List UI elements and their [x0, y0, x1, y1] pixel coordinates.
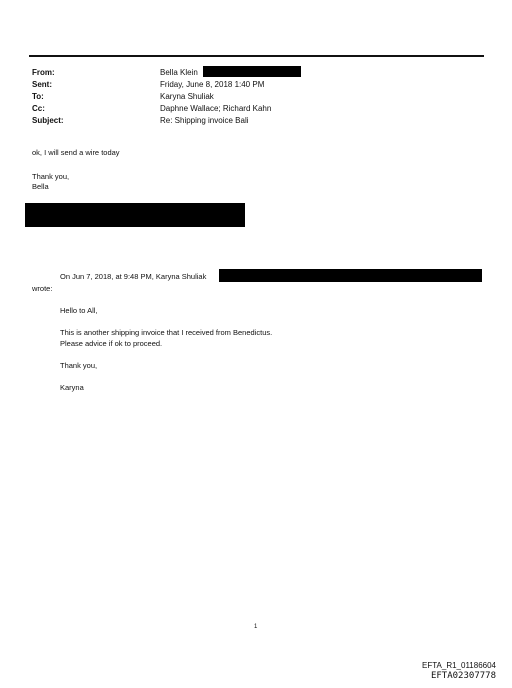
quoted-signature: Karyna	[60, 383, 84, 392]
sent-value: Friday, June 8, 2018 1:40 PM	[160, 80, 265, 89]
body-signature: Bella	[32, 182, 49, 191]
subject-value: Re: Shipping invoice Bali	[160, 116, 249, 125]
from-label: From:	[32, 68, 55, 77]
redaction-box	[219, 269, 482, 282]
to-value: Karyna Shuliak	[160, 92, 214, 101]
quoted-line: Please advice if ok to proceed.	[60, 339, 163, 348]
cc-label: Cc:	[32, 104, 45, 113]
quoted-line: This is another shipping invoice that I received from Benedictus.	[60, 328, 273, 337]
cc-value: Daphne Wallace; Richard Kahn	[160, 104, 272, 113]
header-rule	[29, 55, 484, 57]
quoted-greeting: Hello to All,	[60, 306, 98, 315]
sent-label: Sent:	[32, 80, 52, 89]
quoted-wrote: wrote:	[32, 284, 53, 293]
page-number: 1	[254, 624, 258, 630]
subject-label: Subject:	[32, 116, 64, 125]
quoted-thanks: Thank you,	[60, 361, 98, 370]
document-id: EFTA_R1_01186604	[422, 661, 496, 670]
redaction-box	[203, 66, 301, 77]
quoted-attribution: On Jun 7, 2018, at 9:48 PM, Karyna Shuliak	[60, 272, 207, 281]
body-thanks: Thank you,	[32, 172, 70, 181]
document-id: EFTA02307778	[430, 671, 496, 681]
to-label: To:	[32, 92, 44, 101]
redaction-box	[25, 203, 245, 227]
body-line: ok, I will send a wire today	[32, 148, 120, 157]
from-value: Bella Klein	[160, 68, 198, 77]
